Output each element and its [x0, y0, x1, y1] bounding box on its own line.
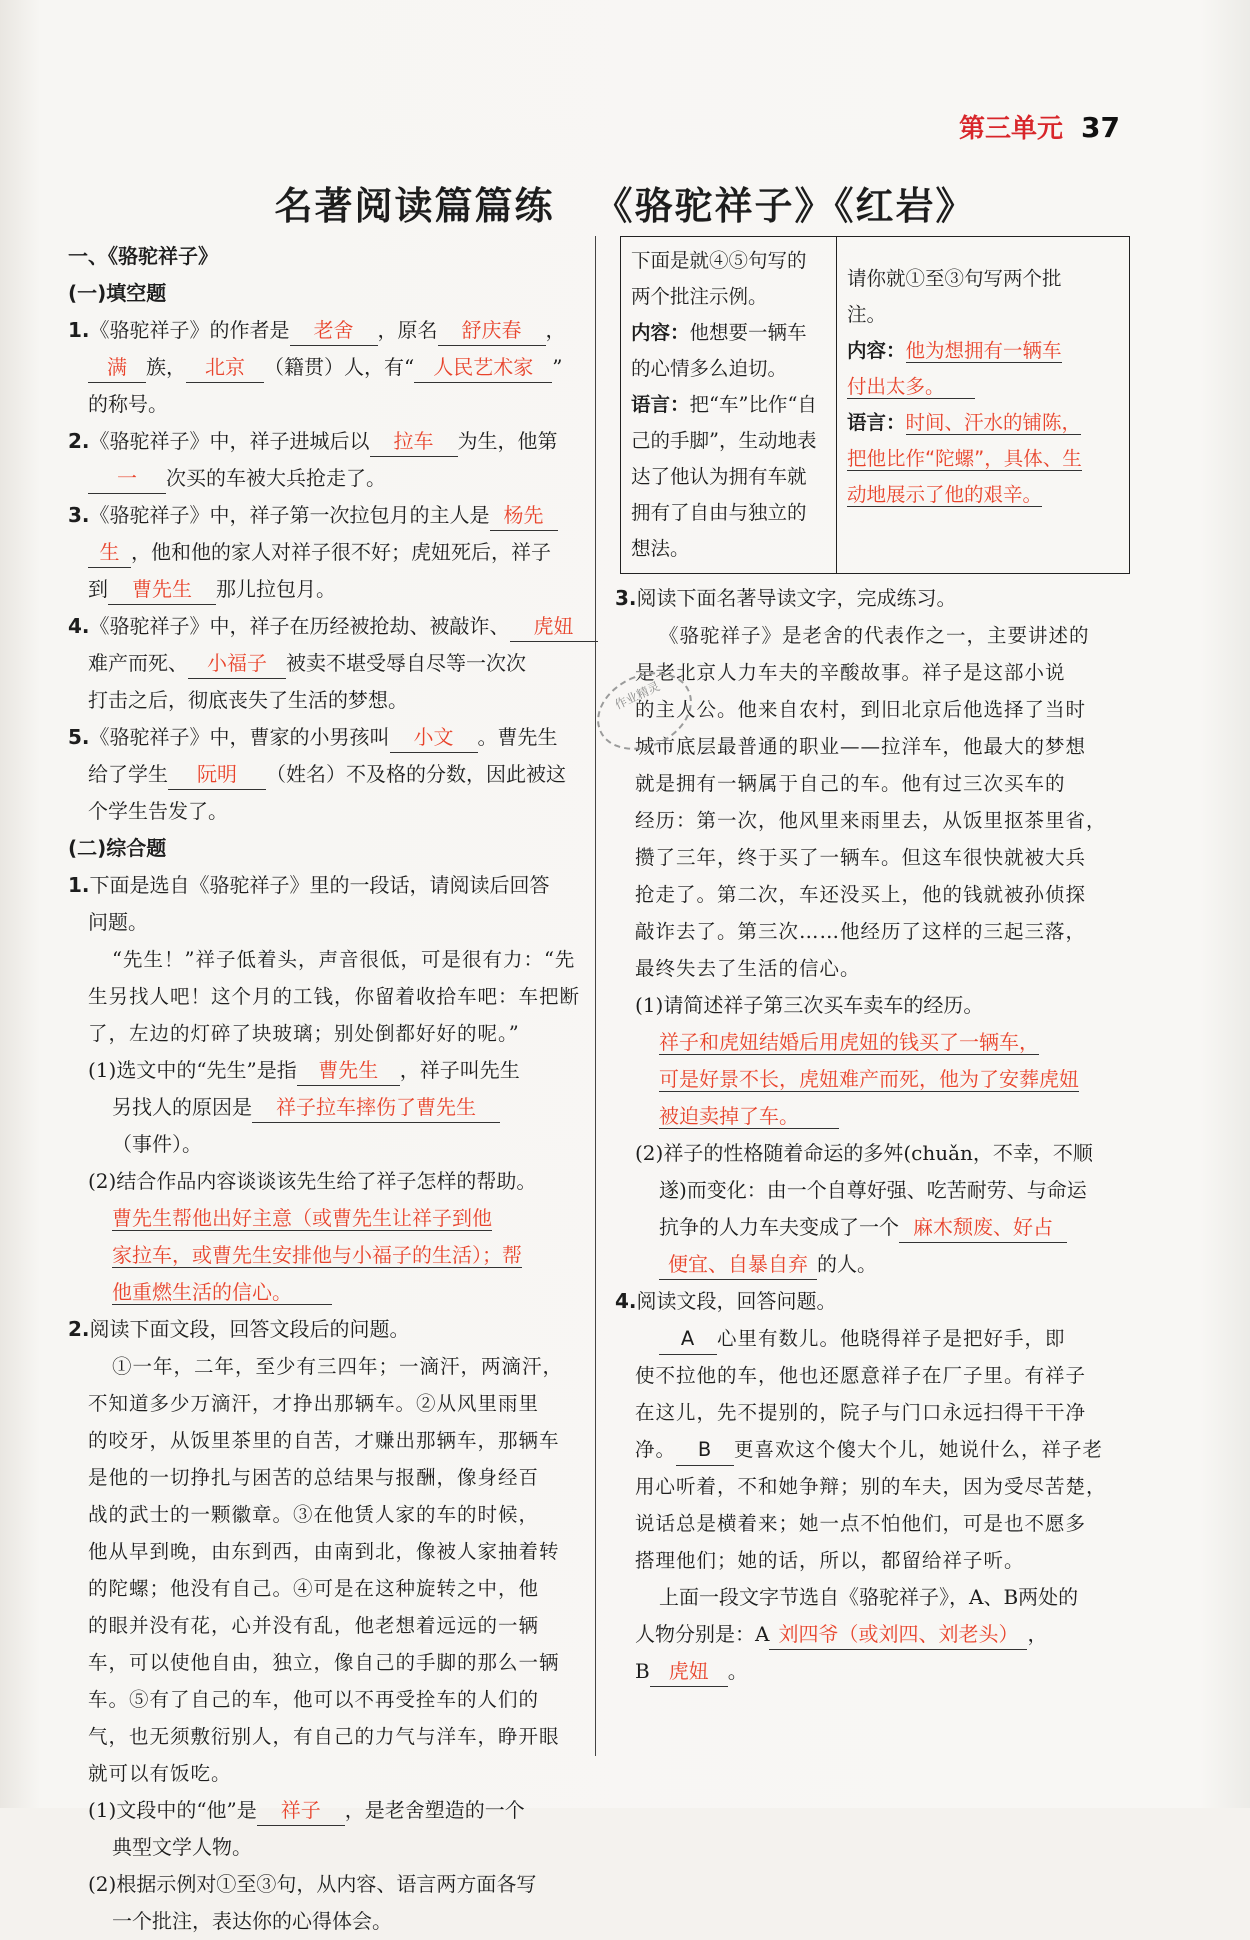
left-column: [68, 238, 583, 1940]
page-header: [959, 108, 1120, 145]
page-number: 37: [1081, 111, 1120, 144]
answer-blank[interactable]: 虎妞: [510, 611, 598, 642]
column-divider: [595, 236, 596, 1756]
answer-blank[interactable]: 舒庆春: [438, 315, 546, 346]
passage-line: 生另找人吧！这个月的工钱，你留着收拾车吧：车把断: [88, 985, 581, 1008]
answer-blank[interactable]: 祥子拉车摔伤了曹先生: [252, 1092, 500, 1123]
blank-b: B: [676, 1435, 734, 1466]
unit-label: 第三单元: [959, 114, 1064, 144]
title-books: 《骆驼祥子》《红岩》: [594, 184, 976, 228]
answer-text[interactable]: 时间、汗水的铺陈，: [905, 411, 1082, 434]
answer-blank[interactable]: 祥子: [257, 1795, 345, 1826]
passage-line: “先生！”祥子低着头，声音很低，可是很有力：“先: [112, 948, 576, 971]
comprehensive-question-4: 4.阅读文段，回答问题。 A 心里有数儿。他晓得祥子是把好手，即 使不拉他的车，他也还愿意祥子在厂子里。有祥子 在这儿，先不提别的，院子与门口永远扫得干干净 净。 B 更喜欢这个傻大个儿，她说什么，祥子老 用心听着，不和她争辩；别的车夫，因为受尽苦楚， 说话总是横着来；她一点不怕他们，可是也不愿多 搭理他们；她的话，所以，都留给祥子听。 上面一段文字节选自《骆驼祥子》，A、B两处的 人物分别是：A 刘四爷（或刘四、刘老头） ， B 虎妞 。: [615, 1283, 1130, 1690]
answer-blank[interactable]: 麻木颓废、好占: [899, 1212, 1067, 1243]
answer-text[interactable]: 动地展示了他的艰辛。: [847, 483, 1043, 506]
example-annotation-cell: 下面是就④⑤句写的 两个批注示例。 内容：他想要一辆车 的心情多么迫切。 语言：把“车”比作“自 己的手脚”，生动地表 达了他认为拥有车就 拥有了自由与独立的 想法。: [621, 237, 837, 574]
fill-blank-heading: (一)填空题: [68, 281, 167, 305]
section-heading: 一、《骆驼祥子》: [68, 244, 218, 268]
answer-blank[interactable]: 阮明: [168, 759, 266, 790]
comprehensive-question-2: 2.阅读下面文段，回答文段后的问题。 ①一年，二年，至少有三四年；一滴汗，两滴汗， 不知道多少万滴汗，才挣出那辆车。②从风里雨里 的咬牙，从饭里茶里的自苦，才赚出那辆车，那辆车 是他的一切挣扎与困苦的总结果与报酬，像身经百 战的武士的一颗徽章。③在他赁人家的车的时候， 他从早到晚，由东到西，由南到北，像被人家抽着转 的陀螺；他没有自己。④可是在这种旋转之中，他 的眼并没有花，心并没有乱，他老想着远远的一辆 车，可以使他自由，独立，像自己的手脚的那么一辆 车。⑤有了自己的车，他可以不再受拴车的人们的 气，也无须敷衍别人，有自己的力气与洋车，睁开眼 就可以有饭吃。 (1)文段中的“他”是 祥子 ，是老舍塑造的一个 典型文学人物。 (2)根据示例对①至③句，从内容、语言两方面各写 一个批注，表达你的心得体会。: [68, 1317, 564, 1933]
question-5: 5.《骆驼祥子》中，曹家的小男孩叫 小文 。曹先生 给了学生 阮明 （姓名）不及格的分数，因此被这 个学生告发了。: [68, 719, 583, 830]
answer-blank[interactable]: 满: [88, 352, 146, 383]
comprehensive-question-1: 1.下面是选自《骆驼祥子》里的一段话，请阅读后回答 问题。 “先生！”祥子低着头，声音很低，可是很有力：“先 生另找人吧！这个月的工钱，你留着收拾车吧：车把断 了，左边的灯碎了块玻璃；别处倒都好好的呢。” (1)选文中的“先生”是指 曹先生 ，祥子叫先生 另找人的原因是 祥子拉车摔伤了曹先生 （事件）。 (2)结合作品内容谈谈该先生给了祥子怎样的帮助。 曹先生帮他出好主意（或曹先生让祥子到他 家拉车，或曹先生安排他与小福子的生活）；帮 他重燃生活的信心。: [68, 867, 583, 1311]
answer-text[interactable]: 他为想拥有一辆车: [905, 339, 1062, 362]
answer-text[interactable]: 可是好景不长，虎妞难产而死，他为了安葬虎妞: [659, 1067, 1079, 1091]
answer-text[interactable]: 祥子和虎妞结婚后用虎妞的钱买了一辆车，: [659, 1030, 1039, 1054]
comprehensive-question-3: 3.阅读下面名著导读文字，完成练习。 《骆驼祥子》是老舍的代表作之一，主要讲述的 是老北京人力车夫的辛酸故事。祥子是这部小说 的主人公。他来自农村，到旧北京后他选择了当时 城市底层最普通的职业——拉洋车，他最大的梦想 就是拥有一辆属于自己的车。他有过三次买车的 经历：第一次，他风里来雨里去，从饭里抠茶里省， 攒了三年，终于买了一辆车。但这车很快就被大兵 抢走了。第二次，车还没买上，他的钱就被孙侦探 敲诈去了。第三次……他经历了这样的三起三落， 最终失去了生活的信心。 (1)请简述祥子第三次买车卖车的经历。 祥子和虎妞结婚后用虎妞的钱买了一辆车， 可是好景不长，虎妞难产而死，他为了安葬虎妞 被迫卖掉了车。 (2)祥子的性格随着命运的多舛(chuǎn，不幸，不顺 遂)而变化：由一个自尊好强、吃苦耐劳、与命运 抗争的人力车夫变成了一个 麻木颓废、好占 便宜、自暴自弃 的人。: [615, 580, 1130, 1283]
answer-blank[interactable]: 小福子: [188, 648, 286, 679]
answer-blank[interactable]: 虎妞: [650, 1656, 728, 1687]
passage-line: 了，左边的灯碎了块玻璃；别处倒都好好的呢。”: [88, 1022, 520, 1045]
student-annotation-cell: 请你就①至③句写两个批 注。 内容：他为想拥有一辆车 付出太多。 语言：时间、汗水的铺陈， 把他比作“陀螺”，具体、生 动地展示了他的艰辛。: [837, 237, 1130, 574]
answer-blank[interactable]: 刘四爷（或刘四、刘老头）: [769, 1619, 1027, 1650]
answer-blank[interactable]: 曹先生: [108, 574, 216, 605]
question-1: 1.《骆驼祥子》的作者是 老舍 ，原名 舒庆春 ， 满 族， 北京 （籍贯）人，有“ 人民艺术家 ” 的称号。: [68, 312, 583, 423]
answer-text[interactable]: 他重燃生活的信心。: [112, 1280, 332, 1305]
answer-blank[interactable]: 曹先生: [297, 1055, 400, 1086]
answer-text[interactable]: 被迫卖掉了车。: [659, 1104, 839, 1129]
blank-a: A: [659, 1324, 717, 1355]
annotation-table: [620, 236, 1130, 574]
answer-blank[interactable]: 生: [88, 537, 131, 568]
answer-blank[interactable]: 杨先: [490, 500, 558, 531]
answer-blank[interactable]: 老舍: [290, 315, 378, 346]
watermark-stamp: 作业精灵: [584, 657, 704, 764]
answer-blank[interactable]: 人民艺术家: [414, 352, 552, 383]
question-3: 3.《骆驼祥子》中，祥子第一次拉包月的主人是 杨先 生 ，他和他的家人对祥子很不好；虎妞死后，祥子 到 曹先生 那儿拉包月。: [68, 497, 583, 608]
right-column: [615, 236, 1130, 1690]
title-main: 名著阅读篇篇练: [274, 184, 555, 228]
answer-blank[interactable]: 拉车: [370, 426, 458, 457]
answer-blank[interactable]: 便宜、自暴自弃: [659, 1249, 817, 1280]
answer-text[interactable]: 家拉车，或曹先生安排他与小福子的生活）；帮: [112, 1243, 522, 1267]
question-4: 4.《骆驼祥子》中，祥子在历经被抢劫、被敲诈、 虎妞 难产而死、 小福子 被卖不堪受辱自尽等一次次 打击之后，彻底丧失了生活的梦想。: [68, 608, 583, 719]
question-2: 2.《骆驼祥子》中，祥子进城后以 拉车 为生，他第 一 次买的车被大兵抢走了。: [68, 423, 583, 497]
answer-text[interactable]: 付出太多。: [847, 375, 975, 399]
page-title: [0, 175, 1250, 230]
answer-text[interactable]: 曹先生帮他出好主意（或曹先生让祥子到他: [112, 1206, 492, 1230]
comprehensive-heading: (二)综合题: [68, 836, 167, 860]
answer-text[interactable]: 把他比作“陀螺”，具体、生: [847, 447, 1082, 470]
answer-blank[interactable]: 北京: [186, 352, 264, 383]
answer-blank[interactable]: 一: [88, 463, 166, 494]
answer-blank[interactable]: 小文: [390, 722, 478, 753]
